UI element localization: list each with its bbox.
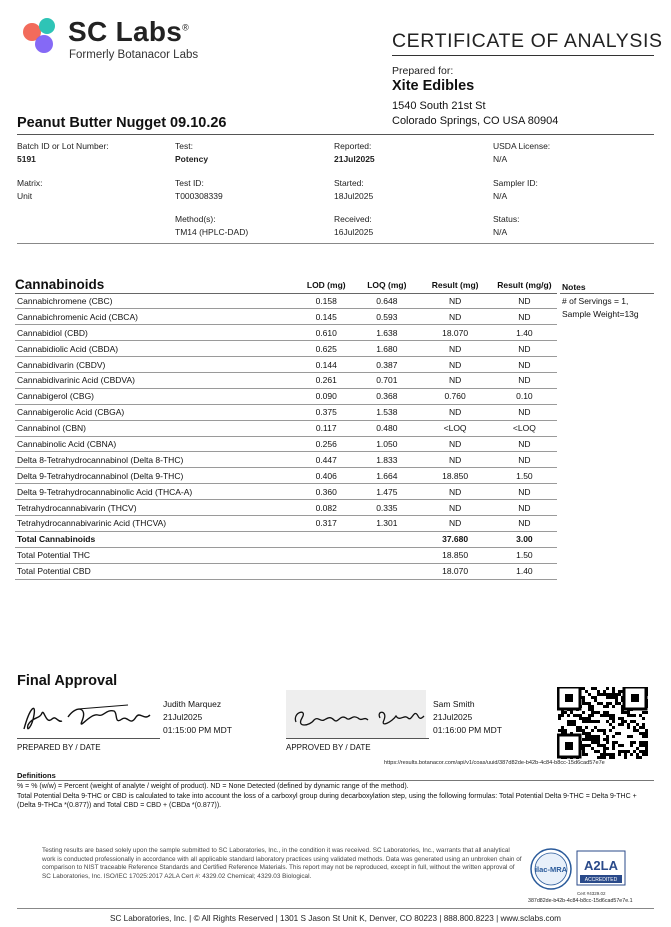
loq-value: 0.701 (355, 372, 418, 388)
sc-labs-logo-icon (18, 14, 60, 56)
lod-value: 0.625 (297, 341, 355, 357)
section-title-cannabinoids: Cannabinoids (15, 277, 105, 293)
total-result-mgg: 1.40 (492, 563, 557, 579)
client-address-line1: 1540 South 21st St (392, 100, 486, 112)
table-header-row (15, 277, 557, 293)
footer-divider (17, 908, 654, 909)
matrix-field: Matrix: Unit (17, 178, 43, 201)
result-mgg-value: ND (492, 515, 557, 531)
result-mg-value: ND (418, 515, 491, 531)
logo-dot-purple (35, 35, 53, 53)
analyte-name: Tetrahydrocannabivarinic Acid (THCVA) (15, 515, 297, 531)
loq-value: 1.538 (355, 404, 418, 420)
cert-number: Cert #4329.02 (577, 891, 606, 896)
started-field: Started: 18Jul2025 (334, 178, 374, 201)
lod-value: 0.090 (297, 388, 355, 404)
result-mgg-value: ND (492, 341, 557, 357)
analyte-name: Cannabichromene (CBC) (15, 293, 297, 309)
loq-value: 0.387 (355, 357, 418, 373)
lod-value: 0.117 (297, 420, 355, 436)
result-mgg-value: 1.50 (492, 468, 557, 484)
testid-value: T000308339 (175, 191, 223, 201)
reported-value: 21Jul2025 (334, 154, 375, 164)
lod-value: 0.317 (297, 515, 355, 531)
final-approval-title: Final Approval (17, 673, 118, 689)
total-row (15, 547, 557, 563)
table-row (15, 452, 557, 468)
result-mg-value: ND (418, 341, 491, 357)
client-address-line2: Colorado Springs, CO USA 80904 (392, 115, 559, 127)
approved-by-caption: APPROVED BY / DATE (286, 743, 371, 752)
lod-value: 0.406 (297, 468, 355, 484)
total-result-mg: 18.850 (418, 547, 491, 563)
total-result-mgg: 1.50 (492, 547, 557, 563)
definitions-title: Definitions (17, 771, 56, 780)
results-url-link[interactable]: https://results.botanacor.com/api/v1/coas/uuid/387d82de-b42b-4c84-b8cc-15d6cad57e7e (384, 760, 605, 766)
signature-approved-by (288, 692, 428, 738)
method-field: Method(s): TM14 (HPLC-DAD) (175, 214, 249, 237)
result-mgg-value: ND (492, 436, 557, 452)
title-divider (392, 55, 654, 56)
analyte-name: Cannabinol (CBN) (15, 420, 297, 436)
a2la-accredited-badge-icon (576, 850, 626, 886)
analyte-name: Delta 9-Tetrahydrocannabinol (Delta 9-THC) (15, 468, 297, 484)
lod-value: 0.261 (297, 372, 355, 388)
lod-value: 0.360 (297, 484, 355, 500)
signer1-info (163, 698, 232, 737)
lod-value: 0.256 (297, 436, 355, 452)
total-lod-empty (297, 531, 355, 547)
analyte-name: Tetrahydrocannabivarin (THCV) (15, 500, 297, 516)
result-mgg-value: ND (492, 404, 557, 420)
lod-value: 0.145 (297, 309, 355, 325)
signature-line-prepared (17, 738, 160, 739)
table-row (15, 309, 557, 325)
prepared-for-label: Prepared for: (392, 65, 454, 77)
cannabinoids-table (15, 277, 557, 580)
table-row (15, 436, 557, 452)
result-mgg-value: 0.10 (492, 388, 557, 404)
result-mg-value: ND (418, 484, 491, 500)
footer: SC Laboratories, Inc. | © All Rights Reserved | 1301 S Jason St Unit K, Denver, CO 80223 | 888.800.8223 | www.sclabs.com (110, 914, 561, 923)
table-row (15, 500, 557, 516)
total-result-mg: 18.070 (418, 563, 491, 579)
loq-value: 1.664 (355, 468, 418, 484)
definitions-line1: % = % (w/w) = Percent (weight of analyte / weight of product). ND = None Detected (defined by dynamic range of the method). (17, 783, 409, 790)
started-value: 18Jul2025 (334, 191, 374, 201)
signer2-info (433, 698, 502, 737)
brand-name: SC Labs® (68, 16, 190, 47)
received-value: 16Jul2025 (334, 227, 374, 237)
brand-subtitle: Formerly Botanacor Labs (69, 49, 199, 61)
notes-sample-weight: Sample Weight=13g (562, 309, 639, 319)
total-loq-empty (355, 531, 418, 547)
client-name: Xite Edibles (392, 78, 475, 94)
header-analyte (15, 277, 297, 293)
signer1-time: 01:15:00 PM MDT (163, 725, 232, 735)
result-mgg-value: ND (492, 309, 557, 325)
table-row (15, 357, 557, 373)
status-field: Status: N/A (493, 214, 520, 237)
result-mg-value: ND (418, 452, 491, 468)
signer1-date: 21Jul2025 (163, 712, 203, 722)
matrix-value: Unit (17, 191, 33, 201)
result-mgg-value: ND (492, 357, 557, 373)
loq-value: 1.638 (355, 325, 418, 341)
usda-field: USDA License: N/A (493, 141, 551, 164)
status-value: N/A (493, 227, 508, 237)
header-result-mgg: Result (mg/g) (492, 277, 557, 293)
table-row (15, 468, 557, 484)
table-row (15, 341, 557, 357)
header-lod: LOD (mg) (297, 277, 355, 293)
signer2-name: Sam Smith (433, 699, 475, 709)
result-mgg-value: 1.40 (492, 325, 557, 341)
signature-prepared-by (18, 697, 158, 737)
qr-code[interactable] (557, 687, 649, 759)
result-mg-value: 0.760 (418, 388, 491, 404)
loq-value: 0.335 (355, 500, 418, 516)
result-mg-value: ND (418, 357, 491, 373)
sampler-field: Sampler ID: N/A (493, 178, 538, 201)
result-mg-value: 18.850 (418, 468, 491, 484)
loq-value: 1.301 (355, 515, 418, 531)
table-row (15, 388, 557, 404)
signer2-date: 21Jul2025 (433, 712, 473, 722)
loq-value: 0.593 (355, 309, 418, 325)
result-mgg-value: ND (492, 372, 557, 388)
method-value: TM14 (HPLC-DAD) (175, 227, 249, 237)
a2la-text: A2LA (584, 858, 618, 873)
report-hash: 387d82de-b42b-4c84-b8cc-15d6cad57e7e.1 (528, 898, 633, 904)
notes-divider (560, 293, 654, 294)
lod-value: 0.158 (297, 293, 355, 309)
result-mg-value: ND (418, 372, 491, 388)
product-name: Peanut Butter Nugget 09.10.26 (17, 115, 227, 131)
result-mg-value: ND (418, 404, 491, 420)
loq-value: 0.648 (355, 293, 418, 309)
analyte-name: Cannabigerolic Acid (CBGA) (15, 404, 297, 420)
analyte-name: Delta 8-Tetrahydrocannabinol (Delta 8-THC) (15, 452, 297, 468)
table-row (15, 404, 557, 420)
result-mg-value: 18.070 (418, 325, 491, 341)
page-title: CERTIFICATE OF ANALYSIS (392, 30, 663, 52)
result-mgg-value: ND (492, 452, 557, 468)
total-loq-empty (355, 547, 418, 563)
signature-line-approved (286, 738, 429, 739)
sampler-value: N/A (493, 191, 508, 201)
table-row (15, 293, 557, 309)
total-name: Total Potential CBD (15, 563, 297, 579)
batch-value: 5191 (17, 154, 36, 164)
definitions-line2: Total Potential Delta 9-THC or CBD is calculated to take into account the loss of a carboxyl group during decarboxylation step, using the following formulas: Total Potential Delta 9-THC = Delta 9-THC + (Delta 9-THCa *(0.877)) and Total CBD = CBD + (CBDa *(0.877)). (17, 793, 637, 809)
loq-value: 1.680 (355, 341, 418, 357)
lod-value: 0.447 (297, 452, 355, 468)
reported-field: Reported: 21Jul2025 (334, 141, 375, 164)
definitions-divider (17, 780, 654, 781)
lod-value: 0.082 (297, 500, 355, 516)
total-name: Total Cannabinoids (15, 531, 297, 547)
total-row (15, 563, 557, 579)
lod-value: 0.144 (297, 357, 355, 373)
received-field: Received: 16Jul2025 (334, 214, 374, 237)
notes-header: Notes (562, 282, 586, 292)
total-name: Total Potential THC (15, 547, 297, 563)
a2la-accredited-text: ACCREDITED (584, 877, 618, 883)
loq-value: 0.480 (355, 420, 418, 436)
total-result-mg: 37.680 (418, 531, 491, 547)
analyte-name: Cannabidiolic Acid (CBDA) (15, 341, 297, 357)
analyte-name: Cannabidivarinic Acid (CBDVA) (15, 372, 297, 388)
loq-value: 1.050 (355, 436, 418, 452)
total-row (15, 531, 557, 547)
table-row (15, 420, 557, 436)
batch-field: Batch ID or Lot Number: 5191 (17, 141, 109, 164)
notes-servings: # of Servings = 1, (562, 296, 629, 306)
lod-value: 0.375 (297, 404, 355, 420)
prepared-by-caption: PREPARED BY / DATE (17, 743, 101, 752)
header-loq: LOQ (mg) (355, 277, 418, 293)
table-row (15, 515, 557, 531)
result-mg-value: ND (418, 436, 491, 452)
total-lod-empty (297, 563, 355, 579)
loq-value: 1.475 (355, 484, 418, 500)
signer2-time: 01:16:00 PM MDT (433, 725, 502, 735)
analyte-name: Cannabichromenic Acid (CBCA) (15, 309, 297, 325)
result-mg-value: ND (418, 293, 491, 309)
result-mgg-value: ND (492, 500, 557, 516)
testid-field: Test ID: T000308339 (175, 178, 223, 201)
total-lod-empty (297, 547, 355, 563)
analyte-name: Cannabidivarin (CBDV) (15, 357, 297, 373)
analyte-name: Cannabidiol (CBD) (15, 325, 297, 341)
disclaimer-text: Testing results are based solely upon the sample submitted to SC Laboratories, Inc., in the condition it was received. SC Laboratories, Inc., warrants that all analytical work is conducted professionally in accordance with all applicable standard laboratory practices using validated methods. Data was generated using an unbroken chain of comparison to NIST traceable Reference Standards and Certified Reference Materials. This report may not be reproduced, except in full, without the written approval of SC Laboratories, Inc. ISO/IEC 17025:2017 A2LA Cert #: 4329.02 Chemical; 4329.03 Biological. (42, 847, 522, 881)
result-mgg-value: <LOQ (492, 420, 557, 436)
result-mg-value: <LOQ (418, 420, 491, 436)
product-divider (17, 134, 654, 135)
lod-value: 0.610 (297, 325, 355, 341)
table-row (15, 484, 557, 500)
info-divider (17, 243, 654, 244)
analyte-name: Cannabigerol (CBG) (15, 388, 297, 404)
result-mg-value: ND (418, 500, 491, 516)
header-result-mg: Result (mg) (418, 277, 491, 293)
ilac-text: ilac-MRA (534, 865, 568, 874)
table-row (15, 325, 557, 341)
ilac-mra-badge-icon (528, 847, 574, 891)
result-mgg-value: ND (492, 293, 557, 309)
analyte-name: Delta 9-Tetrahydrocannabinolic Acid (THCA-A) (15, 484, 297, 500)
result-mg-value: ND (418, 309, 491, 325)
loq-value: 0.368 (355, 388, 418, 404)
test-field: Test: Potency (175, 141, 209, 164)
total-loq-empty (355, 563, 418, 579)
loq-value: 1.833 (355, 452, 418, 468)
total-result-mgg: 3.00 (492, 531, 557, 547)
signer1-name: Judith Marquez (163, 699, 222, 709)
table-row (15, 372, 557, 388)
result-mgg-value: ND (492, 484, 557, 500)
analyte-name: Cannabinolic Acid (CBNA) (15, 436, 297, 452)
logo-dot-teal (39, 18, 55, 34)
test-value: Potency (175, 154, 209, 164)
usda-value: N/A (493, 154, 508, 164)
